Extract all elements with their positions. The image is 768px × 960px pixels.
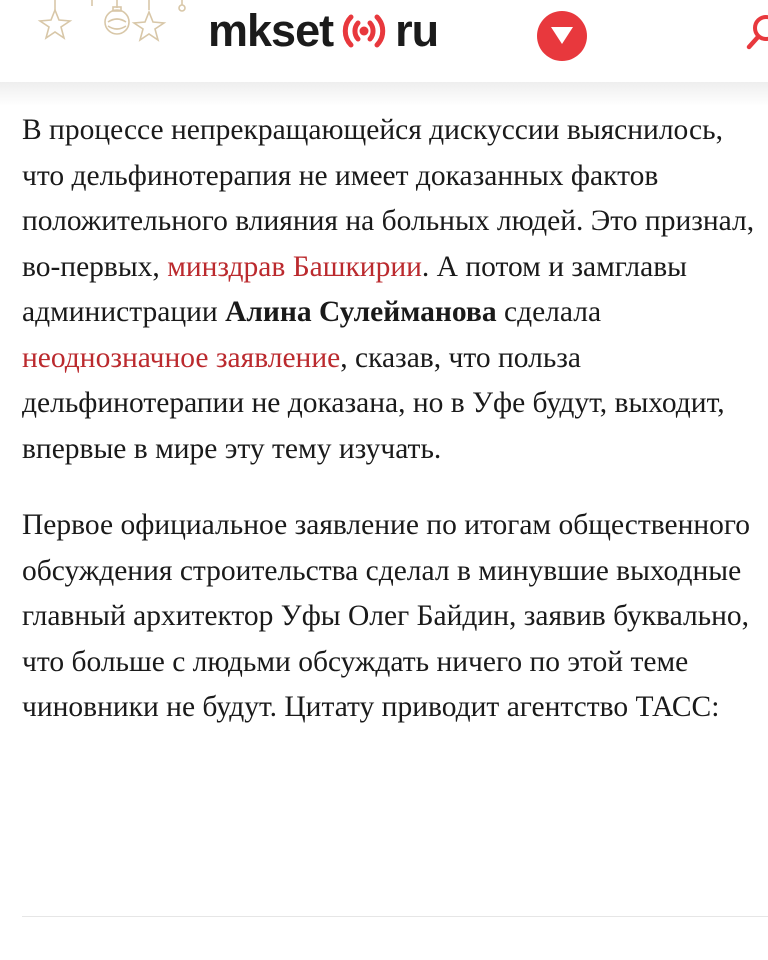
search-button[interactable]: [738, 8, 768, 58]
header-shadow: [0, 82, 768, 106]
link-statement[interactable]: неоднозначное заявление: [22, 341, 341, 374]
person-name: Алина Сулейманова: [225, 296, 497, 328]
paragraph-text: , сказав, что польза дельфинотерапии не доказана, но в Уфе будут, выходит, впервые в мире эту тему изучать.: [22, 341, 725, 465]
site-logo[interactable]: [208, 5, 439, 56]
broadcast-signal-icon: [334, 9, 394, 53]
link-minzdrav-bashkirii[interactable]: минздрав Башкирии: [167, 250, 422, 283]
paragraph-text: В процессе непрекращающейся дискуссии выяснилось, что дельфинотерапия не имеет доказанных фактов положительного влияния на больных людей. Это признал, во-первых,: [22, 114, 755, 283]
chevron-down-icon: [551, 27, 573, 45]
article-paragraph-1: [22, 108, 757, 472]
logo-text-right: ru: [395, 5, 439, 56]
divider: [22, 916, 768, 917]
paragraph-text: сделала: [496, 296, 602, 328]
christmas-ornaments-icon: [30, 0, 200, 50]
article-body: [22, 108, 757, 762]
site-header: [0, 0, 768, 82]
menu-dropdown-button[interactable]: [537, 11, 587, 61]
search-icon: [738, 8, 768, 58]
paragraph-text: . А потом и замглавы администрации: [22, 250, 687, 328]
article-paragraph-2: Первое официальное заявление по итогам общественного обсуждения строительства сделал в минувшие выходные главный архитектор Уфы Олег Байдин, заявив буквально, что больше с людьми обсуждать ничего по этой теме чиновники не будут. Цитату приводит агентство ТАСС:: [22, 509, 751, 723]
logo-text-left: mkset: [208, 5, 334, 56]
